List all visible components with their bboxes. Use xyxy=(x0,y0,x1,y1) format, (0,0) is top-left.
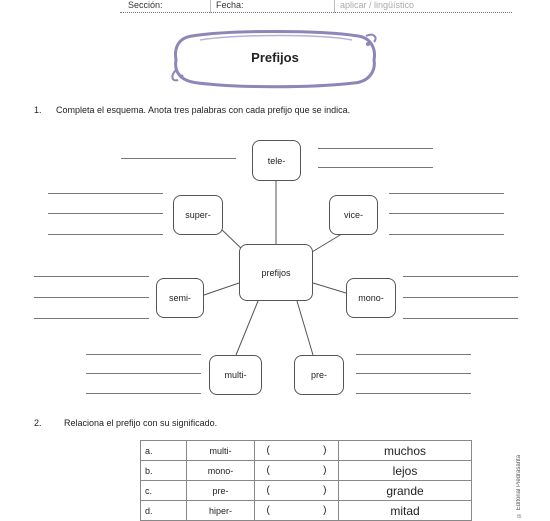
connector-line xyxy=(313,283,346,293)
answer-parentheses[interactable] xyxy=(255,481,339,501)
matching-table xyxy=(140,440,472,521)
row-meaning: lejos xyxy=(339,461,472,481)
row-prefix: mono- xyxy=(187,461,255,481)
open-paren: ( xyxy=(266,485,270,496)
answer-line-pre[interactable] xyxy=(356,393,471,394)
answer-parentheses[interactable] xyxy=(255,461,339,481)
connector-line xyxy=(236,301,258,355)
answer-line-pre[interactable] xyxy=(356,373,471,374)
answer-line-tele[interactable] xyxy=(318,167,433,168)
row-prefix: pre- xyxy=(187,481,255,501)
answer-line-vice[interactable] xyxy=(389,193,504,194)
publisher-credit: © Editorial Piedrasanta xyxy=(516,454,522,518)
close-paren: ) xyxy=(323,445,327,456)
table-row xyxy=(141,441,472,461)
prefix-node-pre: pre- xyxy=(294,355,344,395)
prefix-node-tele: tele- xyxy=(252,140,301,181)
date-label: Fecha: xyxy=(216,0,244,10)
answer-line-multi[interactable] xyxy=(86,354,201,355)
prefix-node-semi: semi- xyxy=(156,278,204,318)
answer-line-semi[interactable] xyxy=(34,318,149,319)
open-paren: ( xyxy=(266,445,270,456)
answer-line-tele[interactable] xyxy=(121,158,236,159)
answer-line-mono[interactable] xyxy=(403,276,518,277)
close-paren: ) xyxy=(323,485,327,496)
open-paren: ( xyxy=(266,505,270,516)
row-meaning: mitad xyxy=(339,501,472,521)
prefix-node-multi: multi- xyxy=(209,355,262,395)
answer-line-vice[interactable] xyxy=(389,213,504,214)
connector-line xyxy=(204,283,239,295)
open-paren: ( xyxy=(266,465,270,476)
answer-line-semi[interactable] xyxy=(34,276,149,277)
section-label: Sección: xyxy=(128,0,163,10)
table-row xyxy=(141,481,472,501)
answer-line-mono[interactable] xyxy=(403,318,518,319)
prefix-node-super: super- xyxy=(173,195,223,235)
question-2-text: Relaciona el prefijo con su significado. xyxy=(64,418,218,428)
question-2 xyxy=(34,418,514,430)
answer-line-super[interactable] xyxy=(48,213,163,214)
question-2-number: 2. xyxy=(34,418,42,428)
answer-line-tele[interactable] xyxy=(318,148,433,149)
answer-parentheses[interactable] xyxy=(255,441,339,461)
question-1-text: Completa el esquema. Anota tres palabras con cada prefijo que se indica. xyxy=(56,105,351,115)
table-row xyxy=(141,461,472,481)
prefix-node-vice: vice- xyxy=(329,195,378,235)
connector-line xyxy=(297,301,313,355)
row-prefix: hiper- xyxy=(187,501,255,521)
row-letter: b. xyxy=(141,461,187,481)
answer-line-semi[interactable] xyxy=(34,297,149,298)
skill-label: aplicar / lingüístico xyxy=(340,0,415,10)
row-meaning: muchos xyxy=(339,441,472,461)
row-prefix: multi- xyxy=(187,441,255,461)
answer-line-vice[interactable] xyxy=(389,234,504,235)
answer-line-mono[interactable] xyxy=(403,297,518,298)
answer-line-pre[interactable] xyxy=(356,354,471,355)
center-node-prefijos: prefijos xyxy=(239,244,313,301)
answer-line-super[interactable] xyxy=(48,234,163,235)
answer-line-super[interactable] xyxy=(48,193,163,194)
row-meaning: grande xyxy=(339,481,472,501)
prefix-node-mono: mono- xyxy=(346,278,396,318)
answer-line-multi[interactable] xyxy=(86,393,201,394)
close-paren: ) xyxy=(323,465,327,476)
row-letter: a. xyxy=(141,441,187,461)
page-title: Prefijos xyxy=(251,50,299,65)
row-letter: c. xyxy=(141,481,187,501)
question-1-number: 1. xyxy=(34,105,42,115)
answer-line-multi[interactable] xyxy=(86,373,201,374)
row-letter: d. xyxy=(141,501,187,521)
close-paren: ) xyxy=(323,505,327,516)
